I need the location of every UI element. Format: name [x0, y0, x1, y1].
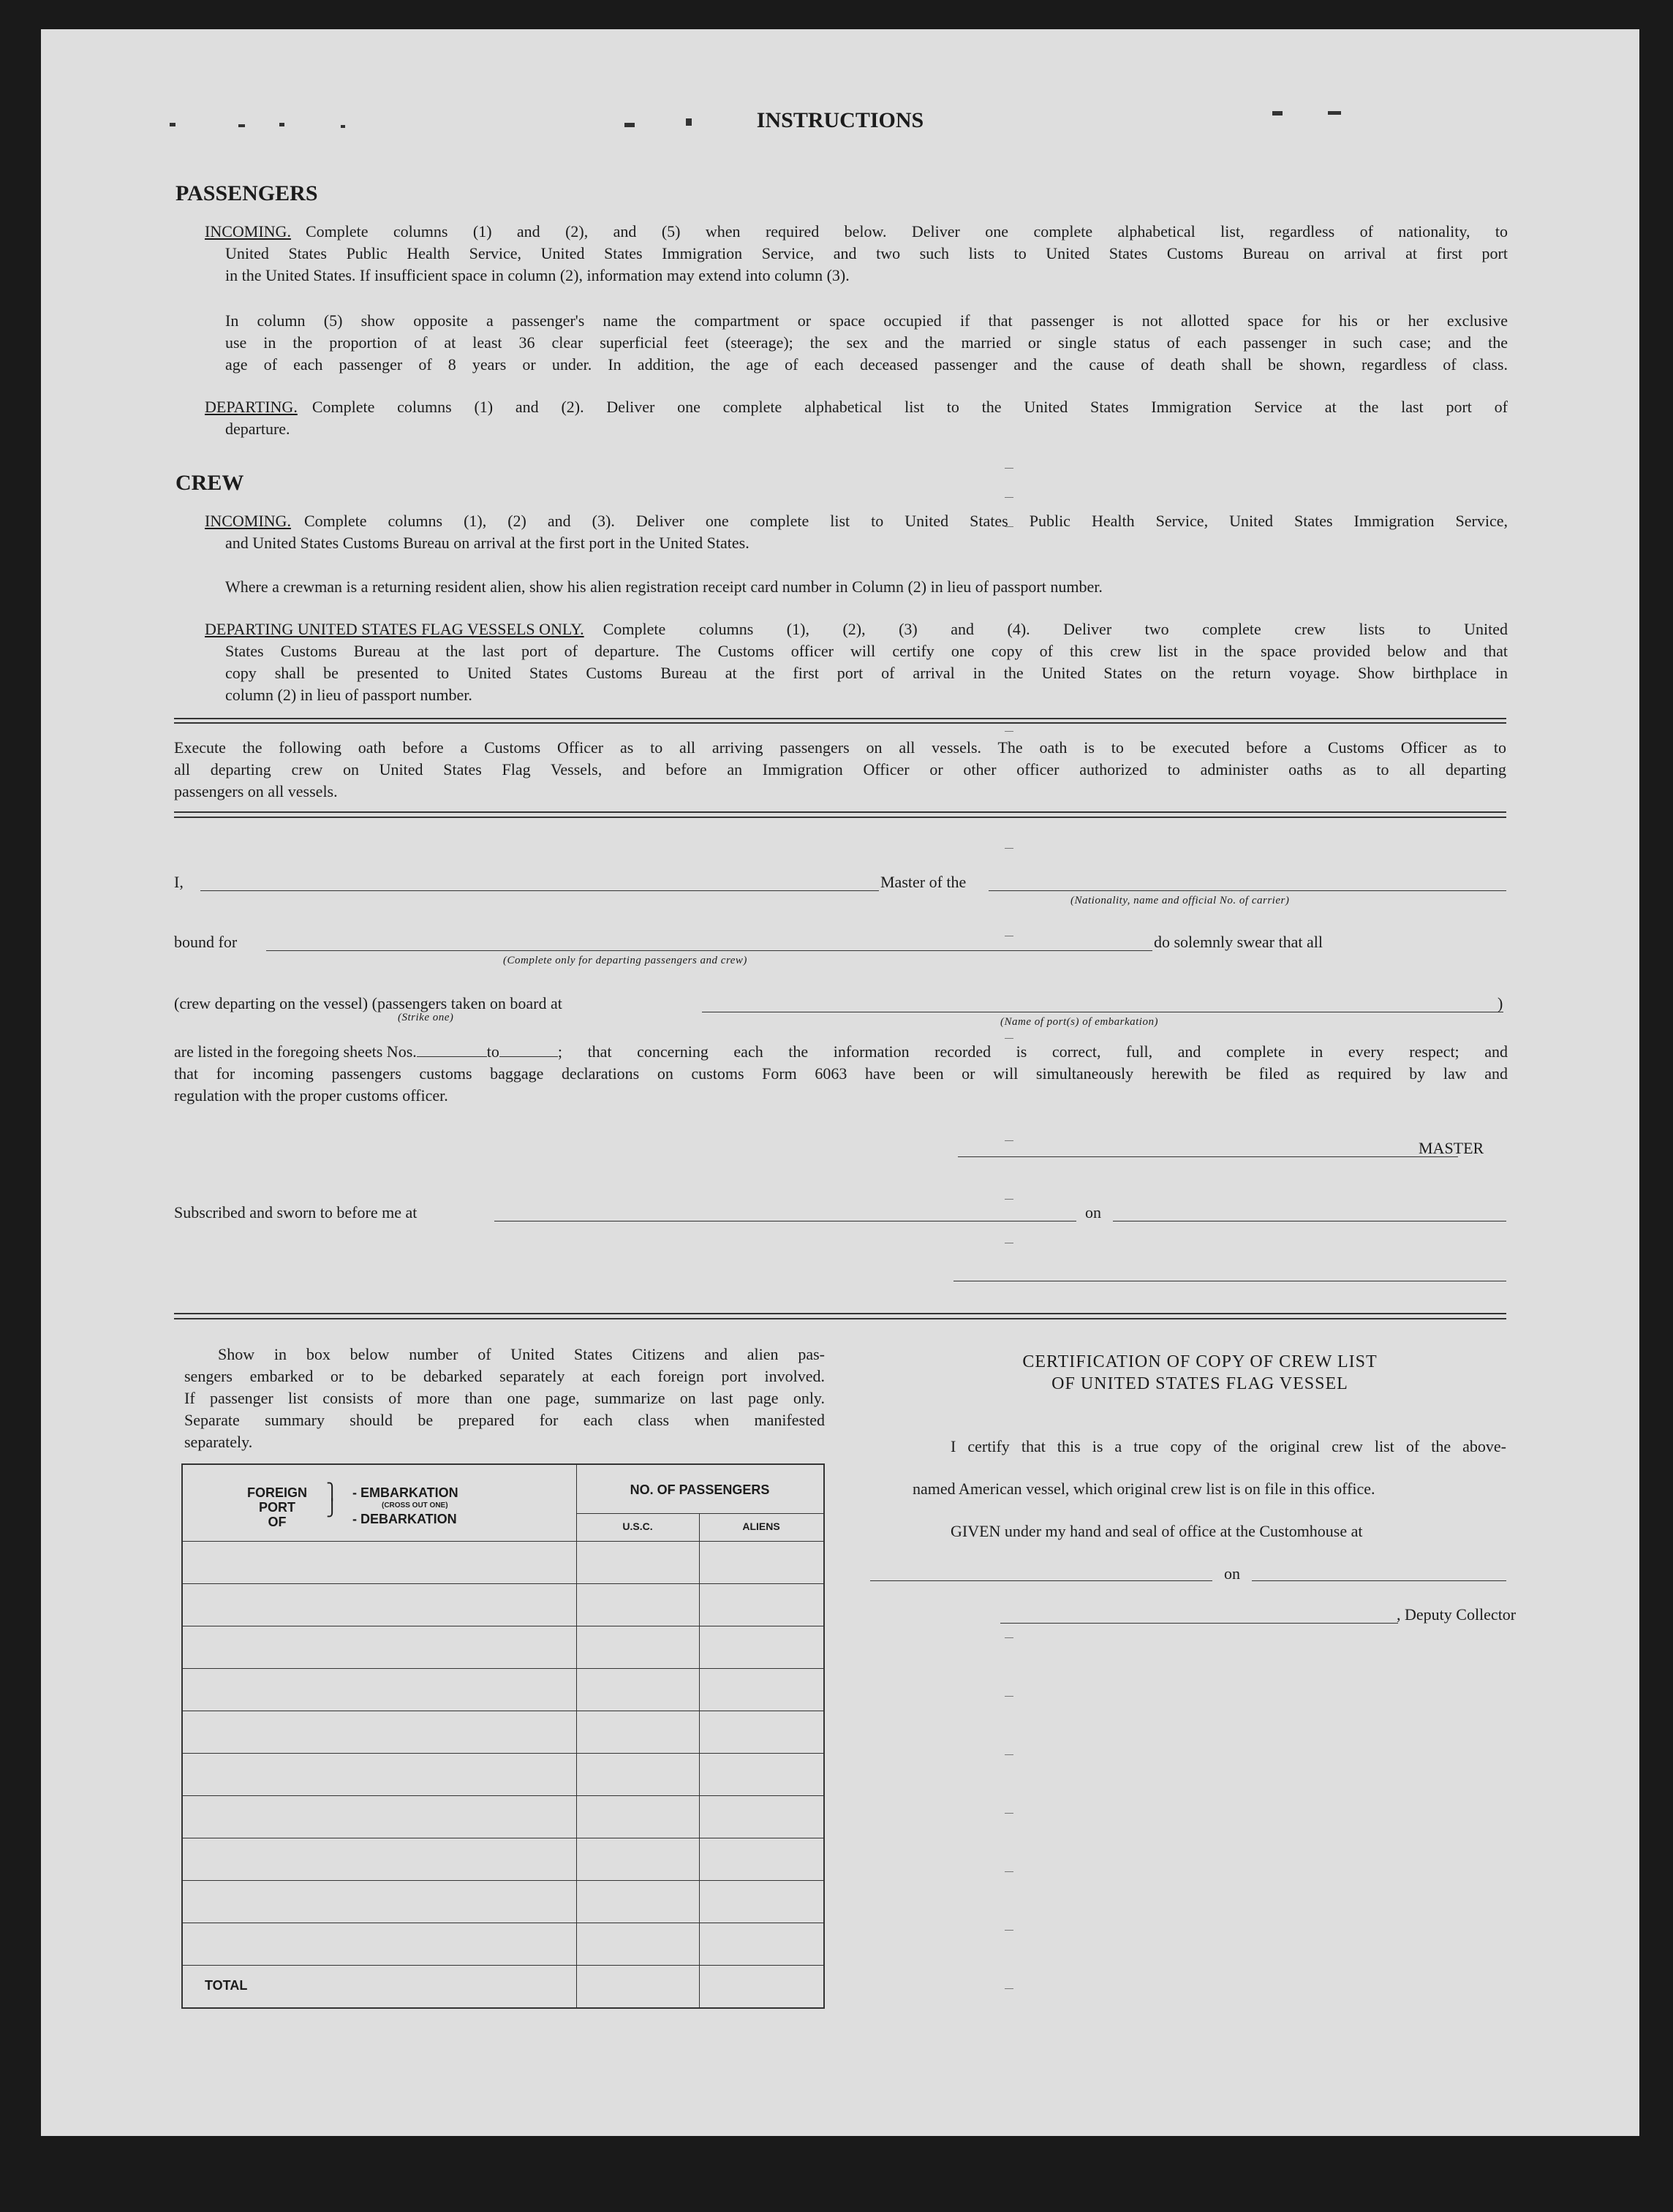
summary-line2: sengers embarked or to be debarked separately at each foreign port involved. [184, 1367, 825, 1385]
bleed-mark [1005, 1140, 1013, 1141]
crew-departing-text1: Complete columns (1), (2), (3) and (4). Deliver two complete crew lists to United [603, 620, 1508, 638]
master-label: MASTER [1419, 1139, 1484, 1157]
passengers-departing-line1 [205, 396, 1508, 418]
oath-strike-caption: (Strike one) [398, 1012, 454, 1023]
passengers-departing-label: DEPARTING. [205, 398, 298, 416]
crew-resident-line: Where a crewman is a returning resident alien, show his alien registration receipt card number in Column (2) in lieu of passport number. [225, 577, 1103, 596]
bleed-mark [1005, 1637, 1013, 1638]
bleed-mark [1005, 1199, 1013, 1200]
oath-master-name-field[interactable] [200, 890, 879, 891]
oath-listed-line2: that for incoming passengers customs baggage declarations on customs Form 6063 have been or will simultaneously herewith be filed as required by law and [174, 1064, 1508, 1083]
crew-incoming-label: INCOMING. [205, 512, 291, 530]
passengers-incoming-text1: Complete columns (1) and (2), and (5) when required below. Deliver one complete alphabetical list, regardless of nationality, to [305, 222, 1508, 240]
crew-incoming-line2: and United States Customs Bureau on arrival at the first port in the United States. [225, 534, 749, 552]
deputy-collector-signature-field[interactable] [1000, 1623, 1398, 1624]
certification-date-field[interactable] [1252, 1580, 1506, 1581]
passengers-departing-text1: Complete columns (1) and (2). Deliver one complete alphabetical list to the United States Immigration Service at the last port of [311, 398, 1508, 416]
passenger-summary-table [181, 1463, 825, 2009]
section-rule [174, 811, 1506, 813]
crew-departing-line4: column (2) in lieu of passport number. [225, 686, 472, 704]
section-rule [174, 1318, 1506, 1319]
oath-intro-line1: Execute the following oath before a Customs Officer as to all arriving passengers on all vessels. The oath is to be executed before a Customs Officer as to [174, 738, 1506, 757]
oath-listed-prefix: are listed in the foregoing sheets Nos. [174, 1042, 417, 1061]
subscribed-label: Subscribed and sworn to before me at [174, 1203, 418, 1221]
header-usc: U.S.C. [622, 1520, 653, 1532]
certification-line2: named American vessel, which original crew list is on file in this office. [913, 1480, 1375, 1498]
bleed-mark [1005, 1988, 1013, 1989]
page-title: INSTRUCTIONS [756, 108, 924, 132]
section-rule [174, 817, 1506, 818]
oath-close-paren: ) [1498, 994, 1503, 1012]
oath-crew-departing-label: (crew departing on the vessel) (passengers taken on board at [174, 994, 562, 1012]
summary-line5: separately. [184, 1433, 253, 1451]
form-sheet [41, 29, 1639, 2136]
oath-intro-line3: passengers on all vessels. [174, 782, 338, 800]
header-brace: ⎫ ⎭ [326, 1482, 339, 1517]
certification-line3: GIVEN under my hand and seal of office at the Customhouse at [951, 1522, 1363, 1540]
bleed-mark [1005, 848, 1013, 849]
passengers-heading: PASSENGERS [175, 181, 318, 205]
certification-on-label: on [1224, 1564, 1240, 1583]
subscribed-on-label: on [1085, 1203, 1101, 1221]
table-divider [183, 1795, 823, 1796]
certification-title2: OF UNITED STATES FLAG VESSEL [1051, 1374, 1348, 1393]
oath-listed-line3: regulation with the proper customs officer. [174, 1086, 448, 1105]
table-divider [576, 1465, 577, 2007]
passengers-incoming-line1 [205, 221, 1508, 243]
table-divider [183, 1541, 823, 1542]
bleed-mark [1005, 468, 1013, 469]
total-label: TOTAL [205, 1978, 248, 1993]
table-divider [183, 1668, 823, 1669]
summary-line4: Separate summary should be prepared for each class when manifested [184, 1411, 825, 1429]
crew-incoming-line1 [205, 510, 1508, 532]
crew-heading: CREW [175, 471, 244, 495]
certification-line1: I certify that this is a true copy of the original crew list of the above- [951, 1437, 1506, 1455]
section-rule [174, 718, 1506, 719]
oath-bound-label: bound for [174, 933, 238, 951]
crew-departing-line1 [205, 618, 1508, 640]
bleed-mark [1005, 1930, 1013, 1931]
crew-incoming-text1: Complete columns (1), (2) and (3). Deliver one complete list to United States Public Health Service, United States Immigration Service, [303, 512, 1508, 530]
crew-departing-line3: copy shall be presented to United States Customs Bureau at the first port of arrival in the United States on the return voyage. Show birthplace in [225, 664, 1508, 682]
oath-i-label: I, [174, 873, 184, 891]
bleed-mark [1005, 1038, 1013, 1039]
certification-title1: CERTIFICATION OF COPY OF CREW LIST [1022, 1352, 1378, 1371]
passengers-incoming-line2: United States Public Health Service, United States Immigration Service, and two such lists to United States Customs Bureau on arrival at first port [225, 244, 1508, 262]
table-divider [576, 1513, 823, 1514]
oath-swear-label: do solemnly swear that all [1154, 933, 1323, 951]
header-of: OF [268, 1515, 287, 1529]
table-divider [699, 1513, 700, 2007]
bleed-mark [1005, 1813, 1013, 1814]
header-port: PORT [258, 1500, 295, 1515]
bleed-mark [1005, 1754, 1013, 1755]
section-rule [174, 1313, 1506, 1314]
table-divider [183, 1583, 823, 1584]
passengers-col5-line2: use in the proportion of at least 36 clear superficial feet (steerage); the sex and the married or single status of each passenger in such case; and the [225, 333, 1508, 352]
table-divider [183, 1880, 823, 1881]
oath-bound-field[interactable] [266, 950, 1152, 951]
summary-line3: If passenger list consists of more than one page, summarize on last page only. [184, 1389, 825, 1407]
bleed-mark [1005, 1696, 1013, 1697]
oath-master-of-label: Master of the [880, 873, 967, 891]
oath-carrier-field[interactable] [989, 890, 1506, 891]
header-no-passengers: NO. OF PASSENGERS [630, 1482, 770, 1497]
table-divider [183, 1753, 823, 1754]
oath-listed-line1 [174, 1041, 1508, 1063]
passengers-incoming-label: INCOMING. [205, 222, 291, 240]
deputy-collector-label: , Deputy Collector [1397, 1605, 1517, 1624]
master-signature-field[interactable] [958, 1156, 1458, 1157]
summary-line1: Show in box below number of United States Citizens and alien pas- [218, 1345, 825, 1363]
passengers-col5-line1: In column (5) show opposite a passenger's name the compartment or space occupied if that passenger is not allotted space for his or her exclusive [225, 311, 1508, 330]
oath-sheet-to-field[interactable] [499, 1042, 558, 1057]
bleed-mark [1005, 497, 1013, 498]
oath-intro-line2: all departing crew on United States Flag Vessels, and before an Immigration Officer or other officer authorized to administer oaths as to all departing [174, 760, 1506, 779]
passengers-col5-line3: age of each passenger of 8 years or under. In addition, the age of each deceased passenger and the cause of death shall be shown, regardless of class. [225, 355, 1508, 374]
oath-bound-caption: (Complete only for departing passengers and crew) [503, 955, 747, 966]
bleed-mark [1005, 731, 1013, 732]
oath-sheet-from-field[interactable] [417, 1042, 487, 1057]
passengers-departing-line2: departure. [225, 420, 290, 438]
customhouse-place-field[interactable] [870, 1580, 1212, 1581]
bleed-mark [1005, 1871, 1013, 1872]
oath-nationality-caption: (Nationality, name and official No. of carrier) [1070, 895, 1290, 906]
oath-listed-rest: ; that concerning each the information recorded is correct, full, and complete in every respect; and [557, 1042, 1508, 1061]
passengers-incoming-line3: in the United States. If insufficient space in column (2), information may extend into column (3). [225, 266, 850, 284]
crew-departing-label: DEPARTING UNITED STATES FLAG VESSELS ONLY. [205, 620, 584, 638]
table-divider [183, 1965, 823, 1966]
header-embarkation: - EMBARKATION [352, 1485, 458, 1500]
header-cross-out: (CROSS OUT ONE) [382, 1501, 448, 1510]
oath-port-caption: (Name of port(s) of embarkation) [1000, 1016, 1158, 1028]
crew-departing-line2: States Customs Bureau at the last port of departure. The Customs officer will certify one copy of this crew list in the space provided below and that [225, 642, 1508, 660]
oath-to-label: to [486, 1042, 499, 1061]
header-foreign: FOREIGN [246, 1485, 307, 1500]
section-rule [174, 722, 1506, 724]
header-debarkation: - DEBARKATION [352, 1512, 457, 1526]
header-aliens: ALIENS [742, 1520, 780, 1532]
